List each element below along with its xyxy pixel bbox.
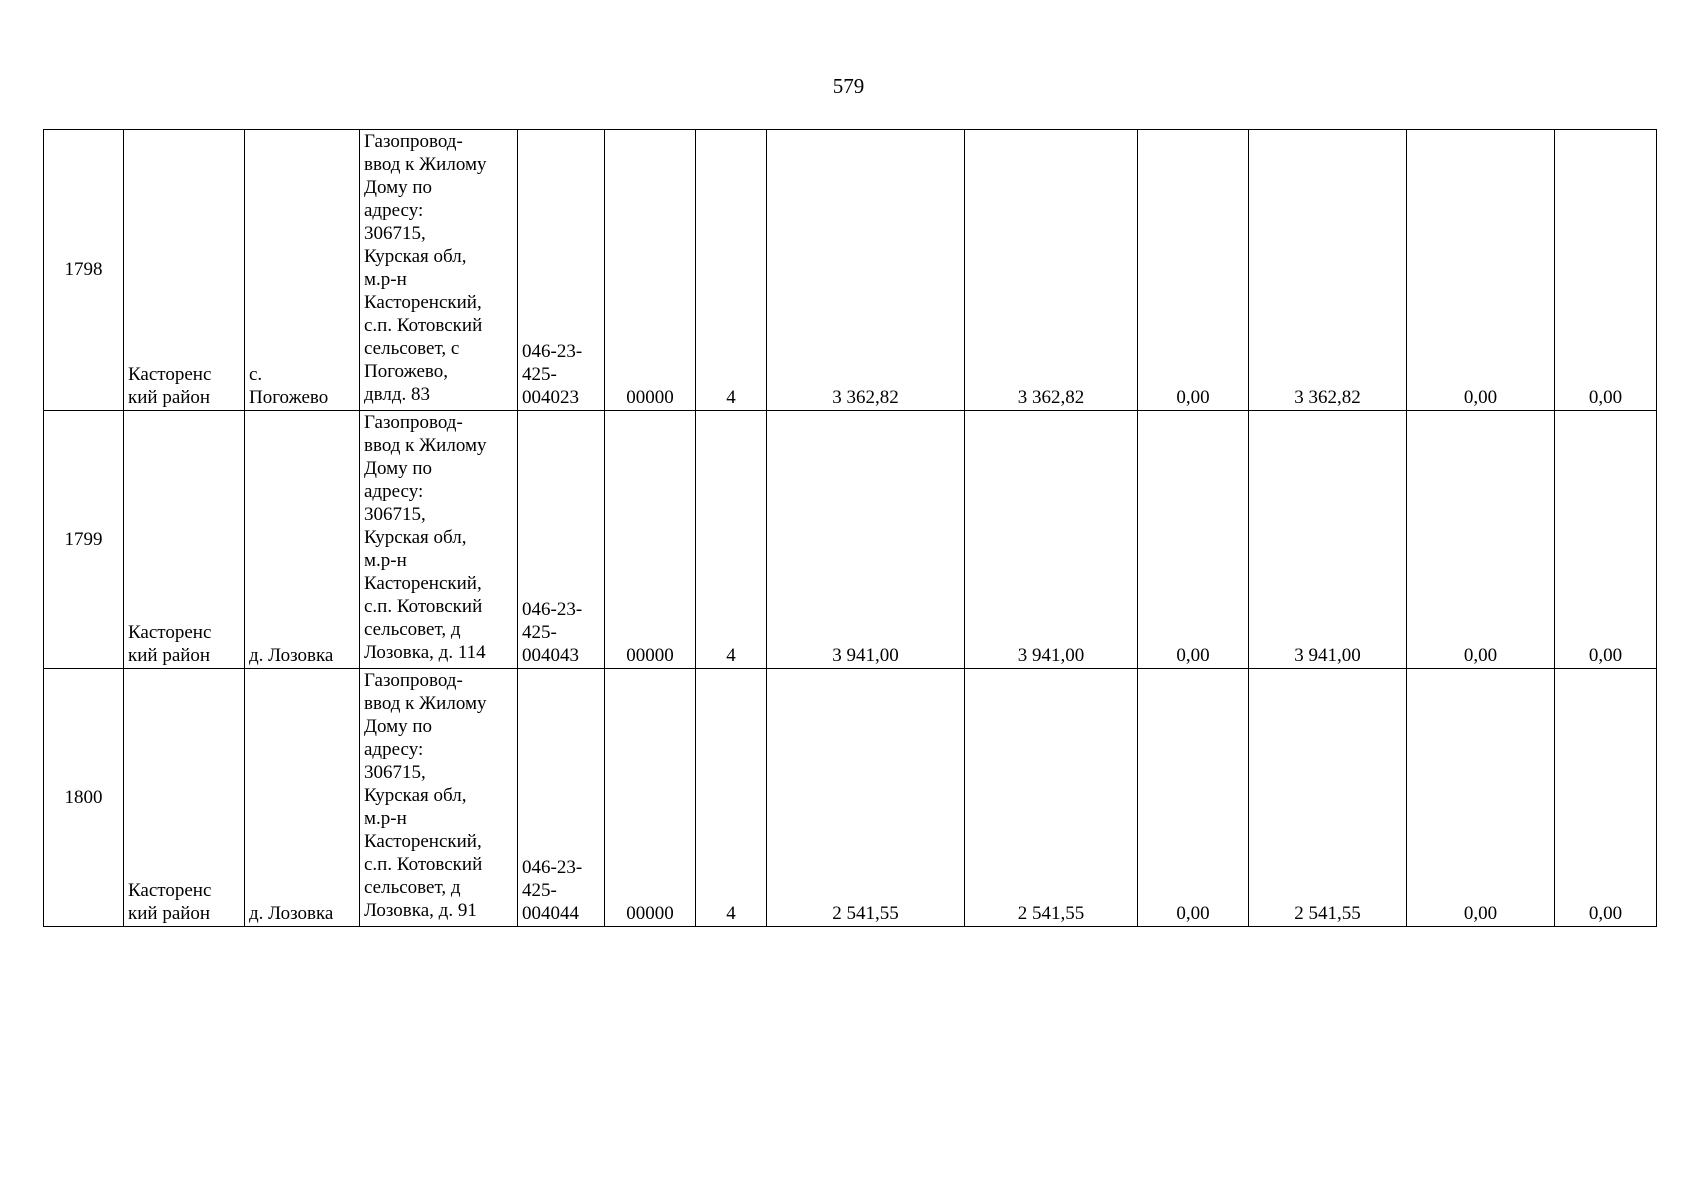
settlement-text: д. Лозовка (249, 645, 334, 666)
row-number-cell: 1798 (44, 130, 124, 411)
kind-cell: 00000 (605, 411, 696, 669)
value-cell-4: 2 541,55 (1249, 669, 1407, 927)
value-cell-1: 3 362,82 (767, 130, 965, 411)
group-cell: 4 (696, 669, 767, 927)
value-cell-5: 0,00 (1407, 411, 1555, 669)
group-cell: 4 (696, 130, 767, 411)
value-cell-5: 0,00 (1407, 130, 1555, 411)
district-cell (124, 130, 245, 411)
settlement-cell (245, 669, 360, 927)
settlement-text: с. Погожево (249, 364, 329, 408)
value-cell-3: 0,00 (1138, 669, 1249, 927)
table-row (44, 669, 1657, 927)
value-cell-3: 0,00 (1138, 411, 1249, 669)
table-row (44, 411, 1657, 669)
asset-table (43, 129, 1657, 927)
value-cell-4: 3 941,00 (1249, 411, 1407, 669)
description-cell (360, 669, 518, 927)
value-cell-6: 0,00 (1555, 669, 1657, 927)
value-cell-4: 3 362,82 (1249, 130, 1407, 411)
code-text: 046-23- 425- 004043 (522, 599, 583, 666)
description-cell (360, 130, 518, 411)
row-number-cell: 1800 (44, 669, 124, 927)
code-cell (518, 130, 605, 411)
district-text: Касторенс кий район (128, 622, 212, 666)
value-cell-2: 3 362,82 (965, 130, 1138, 411)
group-cell: 4 (696, 411, 767, 669)
row-number-cell: 1799 (44, 411, 124, 669)
value-cell-1: 3 941,00 (767, 411, 965, 669)
value-cell-2: 2 541,55 (965, 669, 1138, 927)
kind-cell: 00000 (605, 669, 696, 927)
district-text: Касторенс кий район (128, 880, 212, 924)
district-text: Касторенс кий район (128, 364, 212, 408)
code-text: 046-23- 425- 004023 (522, 341, 583, 408)
description-cell (360, 411, 518, 669)
description-text: Газопровод- ввод к Жилому Дому по адресу: 306715, Курская обл, м.р-н Касторенский, с.п. Котовский сельсовет, д Лозовка, д. 114 (364, 412, 487, 663)
settlement-cell (245, 411, 360, 669)
kind-cell: 00000 (605, 130, 696, 411)
value-cell-6: 0,00 (1555, 411, 1657, 669)
code-text: 046-23- 425- 004044 (522, 857, 583, 924)
code-cell (518, 669, 605, 927)
value-cell-1: 2 541,55 (767, 669, 965, 927)
value-cell-6: 0,00 (1555, 130, 1657, 411)
settlement-text: д. Лозовка (249, 903, 334, 924)
page-number: 579 (832, 74, 865, 98)
value-cell-2: 3 941,00 (965, 411, 1138, 669)
value-cell-3: 0,00 (1138, 130, 1249, 411)
settlement-cell (245, 130, 360, 411)
table-row (44, 130, 1657, 411)
value-cell-5: 0,00 (1407, 669, 1555, 927)
district-cell (124, 411, 245, 669)
description-text: Газопровод- ввод к Жилому Дому по адресу: 306715, Курская обл, м.р-н Касторенский, с.п. Котовский сельсовет, д Лозовка, д. 91 (364, 670, 487, 921)
description-text: Газопровод- ввод к Жилому Дому по адресу: 306715, Курская обл, м.р-н Касторенский, с.п. Котовский сельсовет, с Погожево, двлд. 83 (364, 131, 487, 405)
district-cell (124, 669, 245, 927)
code-cell (518, 411, 605, 669)
